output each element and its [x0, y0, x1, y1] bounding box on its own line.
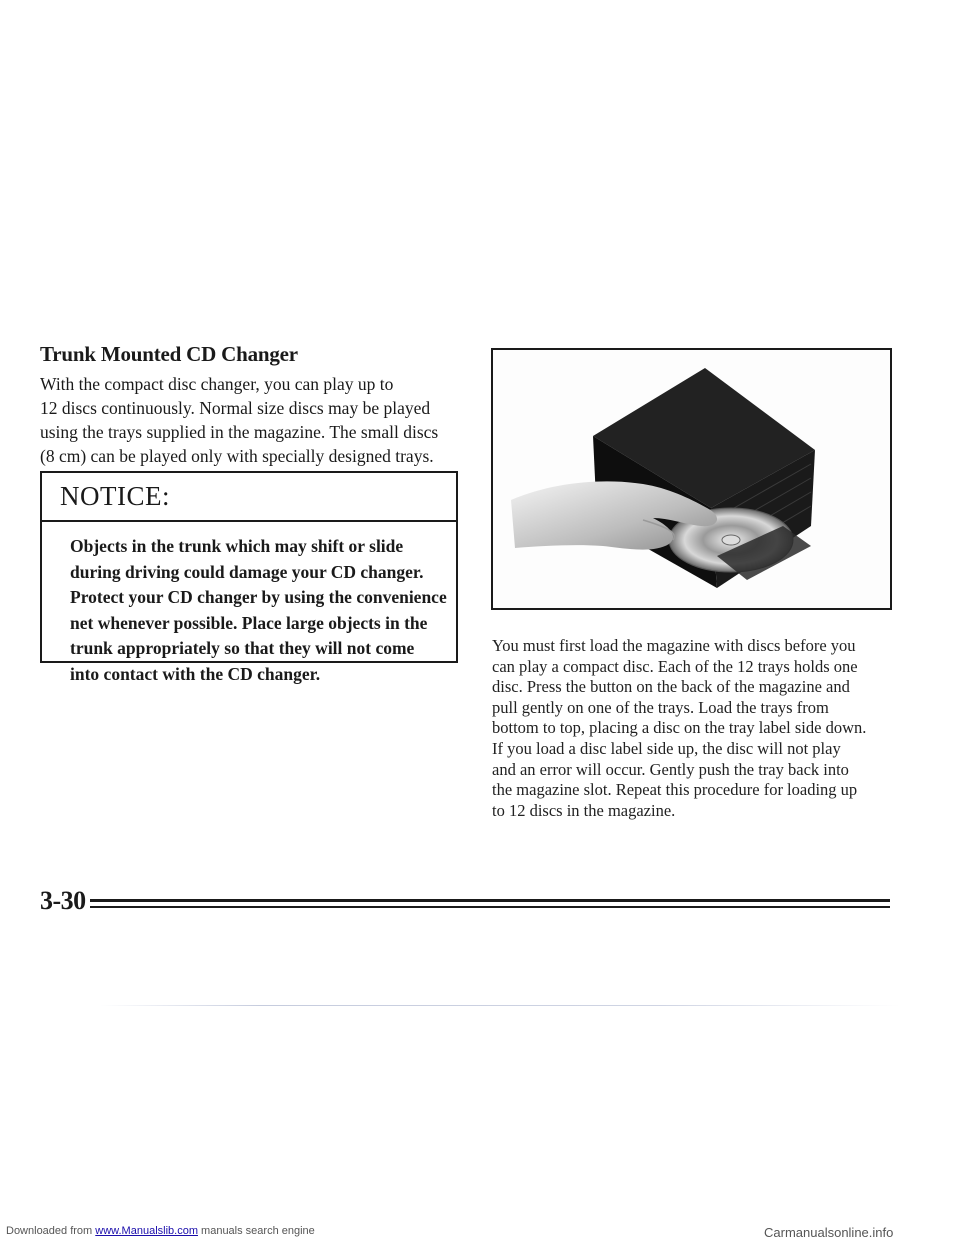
notice-line: into contact with the CD changer. [70, 663, 321, 684]
intro-line: With the compact disc changer, you can play up to [40, 374, 394, 394]
instructions-line: You must first load the magazine with discs before you [492, 636, 856, 655]
instructions-line: the magazine slot. Repeat this procedure for loading up [492, 780, 858, 800]
instructions-line: to 12 discs in the magazine. [492, 800, 676, 820]
notice-text [42, 522, 456, 687]
notice-line: net whenever possible. Place large objects in the [70, 612, 428, 633]
notice-line: trunk appropriately so that they will not come [70, 638, 415, 658]
notice-line: Objects in the trunk which may shift or slide [70, 536, 404, 556]
page-number: 3-30 [40, 886, 86, 915]
footer-rule-thin [90, 906, 890, 908]
instructions-line: bottom to top, placing a disc on the tray label side down. [492, 718, 867, 738]
cd-magazine-photo [491, 348, 892, 610]
notice-line: Protect your CD changer by using the convenience [70, 587, 447, 607]
scan-artifact-line [100, 1005, 900, 1006]
instructions-line: If you load a disc label side up, the disc will not play [492, 738, 841, 758]
instructions-paragraph [492, 636, 902, 821]
footer-suffix: manuals search engine [197, 1225, 315, 1237]
instructions-line: can play a compact disc. Each of the 12 trays holds one [492, 656, 858, 676]
watermark-site: Carmanualsonline.info [764, 1225, 894, 1240]
download-footer [6, 1225, 894, 1240]
footer-rule-thick [90, 899, 890, 902]
intro-line: (8 cm) can be played only with specially designed trays. [40, 446, 434, 466]
cd-magazine-illustration [493, 350, 890, 608]
notice-heading: NOTICE: [42, 473, 456, 522]
section-title: Trunk Mounted CD Changer [40, 342, 298, 366]
notice-box [40, 471, 458, 684]
intro-line: 12 discs continuously. Normal size discs may be played [40, 398, 431, 418]
notice-line: during driving could damage your CD changer. [70, 561, 424, 582]
instructions-line: pull gently on one of the trays. Load the trays from [492, 697, 829, 717]
disc-hole [722, 535, 740, 545]
instructions-line: disc. Press the button on the back of the magazine and [492, 677, 850, 697]
instructions-line: and an error will occur. Gently push the tray back into [492, 759, 849, 779]
intro-paragraph [40, 372, 465, 468]
manualslib-link[interactable]: www.Manualslib.com [95, 1225, 198, 1237]
footer-prefix: Downloaded from [6, 1225, 96, 1237]
intro-line: using the trays supplied in the magazine. The small discs [40, 422, 439, 442]
